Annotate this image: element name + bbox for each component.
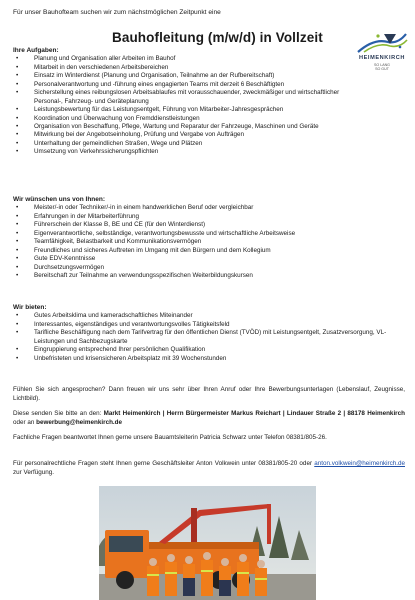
list-item: • Unbefristeten und krisensicheren Arbeitsplatz mit 39 Wochenstunden [13,355,408,363]
application-email: bewerbung@heimenkirch.de [36,418,123,426]
list-item: • Mitwirkung bei der Angebotseinholung, Prüfung und Vergabe von Aufträgen [13,131,345,139]
logo-wordmark: HEIMENKIRCH [358,55,406,61]
list-item: • Meister/-in oder Techniker/-in in einem handwerklichen Beruf oder vergleichbar [13,204,408,212]
hr-email-link[interactable]: anton.volkwein@heimenkirch.de [314,460,405,467]
hr-contact-text [13,460,405,477]
list-item: • Freundliches und sicheres Auftreten im Umgang mit den Bürgern und dem Kollegium [13,247,408,255]
list-item: • Koordination und Überwachung von Fremddienstleistungen [13,115,345,123]
list-item: • Eigenverantwortliche, selbständige, verantwortungsbewusste und wirtschaftliche Arbeitsweise [13,230,408,238]
task-list [13,55,345,156]
section-requirements [13,196,408,280]
list-item: • Tarifliche Beschäftigung nach dem Tarifvertrag für den öffentlichen Dienst (TVÖD) mit Leistungsentgelt, Zusatzversorgung, VL-Leistungen und Sachbezugskarte [13,329,408,346]
list-item: • Organisation von Beschaffung, Pflege, Wartung und Reparatur der Fahrzeuge, Maschinen und Geräte [13,123,345,131]
section-heading: Ihre Aufgaben: [13,47,59,54]
hr-contact-lead: Für personalrechtliche Fragen steht Ihnen gerne Geschäftsleiter Anton Volkwein unter 08381/805-20 oder [13,460,315,467]
list-item: • Interessantes, eigenständiges und verantwortungsvolles Tätigkeitsfeld [13,321,408,329]
page-title: Bauhofleitung (m/w/d) in Vollzeit [112,30,323,45]
section-heading: Wir bieten: [13,304,47,311]
heimenkirch-logo [354,30,410,76]
logo-tagline-line: SO LANG [374,63,390,67]
section-tasks [13,47,345,157]
list-item: • Eingruppierung entsprechend Ihrer persönlichen Qualifikation [13,346,408,354]
list-item: • Leistungsbewertung für das Leistungsentgelt, Führung von Mitarbeiter-Jahresgesprächen [13,106,345,114]
application-address-text [13,410,405,427]
list-item: • Führerschein der Klasse B, BE und CE (für den Winterdienst) [13,221,408,229]
intro-text: Für unser Bauhofteam suchen wir zum nächstmöglichen Zeitpunkt eine [13,9,221,16]
benefits-list [13,312,408,363]
list-item: • Erfahrungen in der Mitarbeiterführung [13,213,408,221]
list-item: • Personalverantwortung und -führung eines engagierten Teams mit derzeit 6 Beschäftigten [13,81,345,89]
section-benefits [13,304,408,363]
list-item: • Sicherstellung eines reibungslosen Arbeitsablaufes mit vorausschauender, zweckmäßiger und wirtschaftlicher Personal-, Fahrzeug- und Geräteplanung [13,89,345,106]
hr-contact-tail: zur Verfügung. [13,468,54,476]
list-item: • Bereitschaft zur Teilnahme an verwendungsspezifischen Weiterbildungskursen [13,272,408,280]
list-item: • Unterhaltung der gemeindlichen Straßen, Wege und Plätzen [13,140,345,148]
address-connector: oder an [13,418,37,426]
technical-contact-text: Fachliche Fragen beantwortet Ihnen gerne unsere Bauamtsleiterin Patricia Schwarz unter Telefon 08381/805-26. [13,434,327,441]
list-item: • Gutes Arbeitsklima und kameradschaftliches Miteinander [13,312,408,320]
list-item: • Teamfähigkeit, Belastbarkeit und Kommunikationsvermögen [13,238,408,246]
team-photo [99,486,316,600]
section-heading: Wir wünschen uns von Ihnen: [13,196,106,203]
requirements-list [13,204,408,280]
list-item: • Gute EDV-Kenntnisse [13,255,408,263]
logo-tagline [354,63,410,72]
list-item: • Einsatz im Winterdienst (Planung und Organisation, Teilnahme an der Rufbereitschaft) [13,72,345,80]
list-item: • Planung und Organisation aller Arbeiten im Bauhof [13,55,345,63]
list-item: • Umsetzung von Verkehrssicherungspflichten [13,148,345,156]
address-lead: Diese senden Sie bitte an den: [13,410,104,417]
list-item: • Mitarbeit in den verschiedenen Arbeitsbereichen [13,64,345,72]
list-item: • Durchsetzungsvermögen [13,264,408,272]
application-invite-text: Fühlen Sie sich angesprochen? Dann freuen wir uns sehr über Ihren Anruf oder Ihre Bewerbungsunterlagen (Lebenslauf, Zeugnisse, Lichtbild). [13,386,405,402]
postal-address: Markt Heimenkirch | Herrn Bürgermeister Markus Reichart | Lindauer Straße 2 | 88178 Heimenkirch [103,410,405,417]
logo-swoosh-icon [354,30,410,56]
team-truck-photo-image [99,486,316,600]
logo-tagline-line: SO GUT [375,67,389,72]
